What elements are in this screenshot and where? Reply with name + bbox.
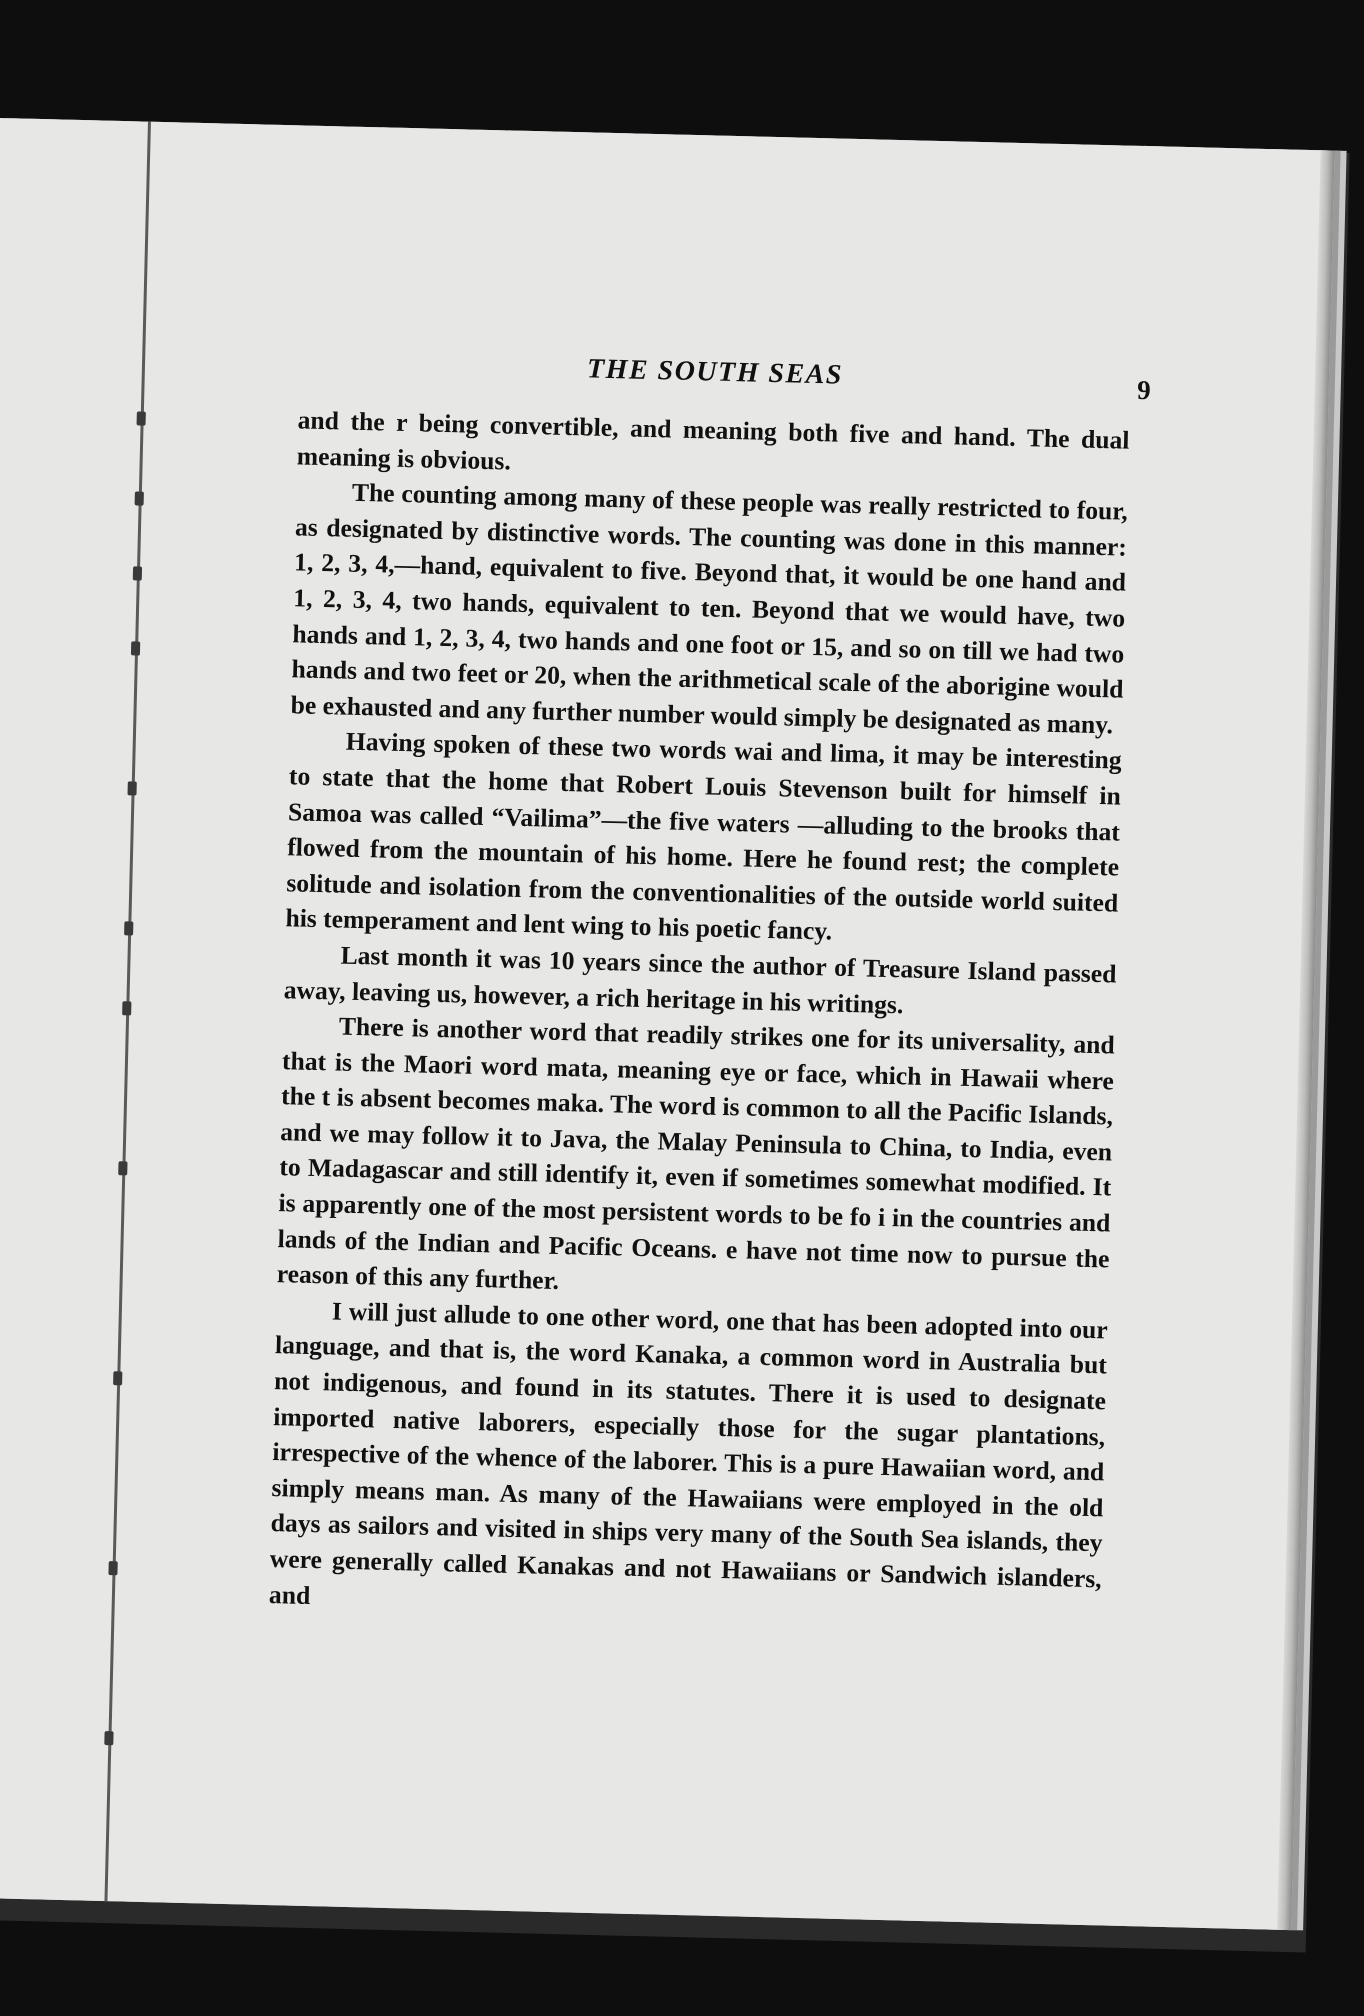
running-head: THE SOUTH SEAS [586, 353, 844, 391]
body-text [269, 402, 1130, 1632]
paragraph: and the r being convertible, and meaning both five and hand. The dual meaning is obvious. [296, 405, 1130, 476]
page-number: 9 [1136, 374, 1152, 406]
book-page [0, 118, 1335, 1930]
paragraph: The counting among many of these people was really restricted to four, as designated by distinctive words. The counting was done in this manner: 1, 2, 3, 4,—hand, equivalent to five. Beyond that, it would be one hand and 1, 2, 3, 4, two hands, equivalent to ten. Beyond that we would have, two hands and 1, 2, 3, 4, two hands and one foot or 15, and so on till we had two hands and two feet or 20, when the arithmetical scale of the aborigine would be exhausted and any further number would simply be designated as many. [290, 477, 1129, 740]
paragraph: Last month it was 10 years since the author of Treasure Island passed away, leaving us, however, a rich heritage in his writings. [283, 940, 1117, 1019]
paragraph: There is another word that readily strikes one for its universality, and that is the Maori word mata, meaning eye or face, which in Hawaii where the t is absent becomes maka. The word is common to all the Pacific Islands, and we may follow it to Java, the Malay Peninsula to China, to India, even to Madagascar and still identify it, even if sometimes somewhat modified. It is apparently one of the most persistent words to be fo i in the countries and lands of the Indian and Pacific Oceans. e have not time now to pursue the reason of this any further. [276, 1011, 1116, 1296]
paragraph: Having spoken of these two words wai and lima, it may be interesting to state that the home that Robert Louis Stevenson built for himself in Samoa was called “Vailima”—the five waters —alluding to the brooks that flowed from the mountain of his home. Here he found rest; the complete solitude and isolation from the conventionalities of the outside world suited his temperament and lent wing to his poetic fancy. [285, 726, 1122, 946]
paragraph: I will just allude to one other word, one that has been adopted into our language, and that is, the word Kanaka, a common word in Australia but not indigenous, and found in its statutes. There it is used to designate imported native laborers, especially those for the sugar plantations, irrespective of the whence of the laborer. This is a pure Hawaiian word, and simply means man. As many of the Hawaiians were employed in the old days as sailors and visited in ships very many of the South Sea islands, they were generally called Kanakas and not Hawaiians or Sandwich islanders, and [268, 1296, 1109, 1610]
binding-stitch-marks [0, 118, 1335, 151]
page-content [268, 346, 1152, 1632]
